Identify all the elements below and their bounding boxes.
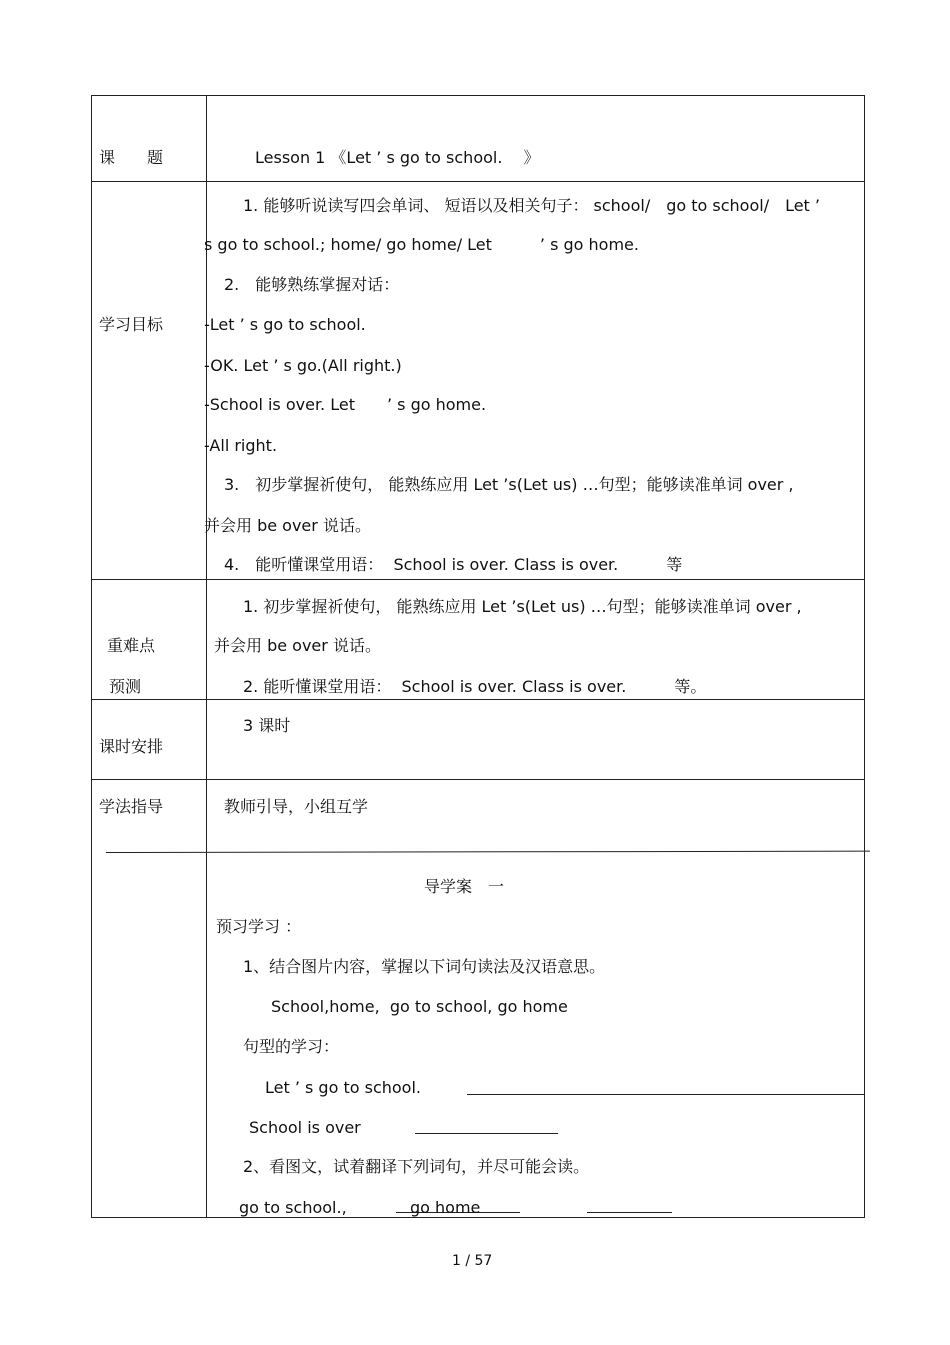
- guide-heading: 导学案 一: [424, 877, 505, 896]
- lesson-title-label: 课 题: [99, 148, 164, 167]
- row-divider-2: [91, 579, 865, 580]
- table-column-divider: [206, 95, 207, 1218]
- key-points-label-2: 预测: [109, 677, 142, 696]
- pattern-sentence-2: School is over: [249, 1118, 361, 1137]
- phrase-2: go home: [410, 1198, 481, 1217]
- key-points-label-1: 重难点: [107, 636, 156, 655]
- key-point-line-3: 2. 能听懂课堂用语： School is over. Class is over. 等。: [243, 677, 707, 696]
- page-number: 1 / 57: [452, 1253, 493, 1269]
- answer-blank-4: [587, 1212, 672, 1213]
- phrase-1: go to school.,: [239, 1198, 347, 1217]
- preview-label: 预习学习 ：: [216, 917, 302, 936]
- key-point-line-1: 1. 初步掌握祈使句， 能熟练应用 Let ’s(Let us) …句型；能够读准单词 over ,: [243, 597, 802, 616]
- row-divider-4: [91, 779, 865, 780]
- pattern-label: 句型的学习：: [243, 1037, 340, 1056]
- table-border-left: [91, 95, 92, 1218]
- pattern-sentence-1: Let ’ s go to school.: [265, 1078, 421, 1097]
- table-border-right: [864, 95, 865, 1218]
- objective-1-line-1: 1. 能够听说读写四会单词、 短语以及相关句子： school/ go to school/ Let ’: [243, 196, 821, 215]
- answer-blank-2: [415, 1133, 558, 1134]
- dialog-line-1: -Let ’ s go to school.: [204, 315, 366, 334]
- task-1: 1、结合图片内容，掌握以下词句读法及汉语意思。: [243, 957, 606, 976]
- method-label: 学法指导: [99, 797, 164, 816]
- method-value: 教师引导，小组互学: [224, 797, 369, 816]
- schedule-label: 课时安排: [99, 737, 164, 756]
- objective-1-line-2: s go to school.; home/ go home/ Let ’ s go home.: [204, 235, 639, 254]
- dialog-line-2: -OK. Let ’ s go.(All right.): [204, 356, 402, 375]
- answer-blank-1: [467, 1094, 865, 1095]
- objective-4: 4. 能听懂课堂用语： School is over. Class is over. 等: [224, 555, 683, 574]
- row-divider-5: [106, 851, 870, 853]
- schedule-value: 3 课时: [243, 716, 291, 735]
- lesson-title-value: Lesson 1 《Let ’ s go to school. 》: [255, 148, 540, 167]
- objectives-label: 学习目标: [99, 315, 164, 334]
- row-divider-1: [91, 181, 865, 182]
- vocabulary-words: School,home, go to school, go home: [271, 997, 568, 1016]
- task-2: 2、看图文，试着翻译下列词句，并尽可能会读。: [243, 1157, 590, 1176]
- row-divider-3: [91, 699, 865, 700]
- objective-3-line-1: 3. 初步掌握祈使句， 能熟练应用 Let ’s(Let us) …句型；能够读准单词 over ,: [224, 475, 794, 494]
- table-border-top: [91, 95, 865, 96]
- dialog-line-4: -All right.: [204, 436, 278, 455]
- key-point-line-2: 并会用 be over 说话。: [214, 636, 381, 655]
- dialog-line-3: -School is over. Let ’ s go home.: [204, 395, 487, 414]
- objective-3-line-2: 并会用 be over 说话。: [204, 516, 371, 535]
- objective-2: 2. 能够熟练掌握对话：: [224, 275, 400, 294]
